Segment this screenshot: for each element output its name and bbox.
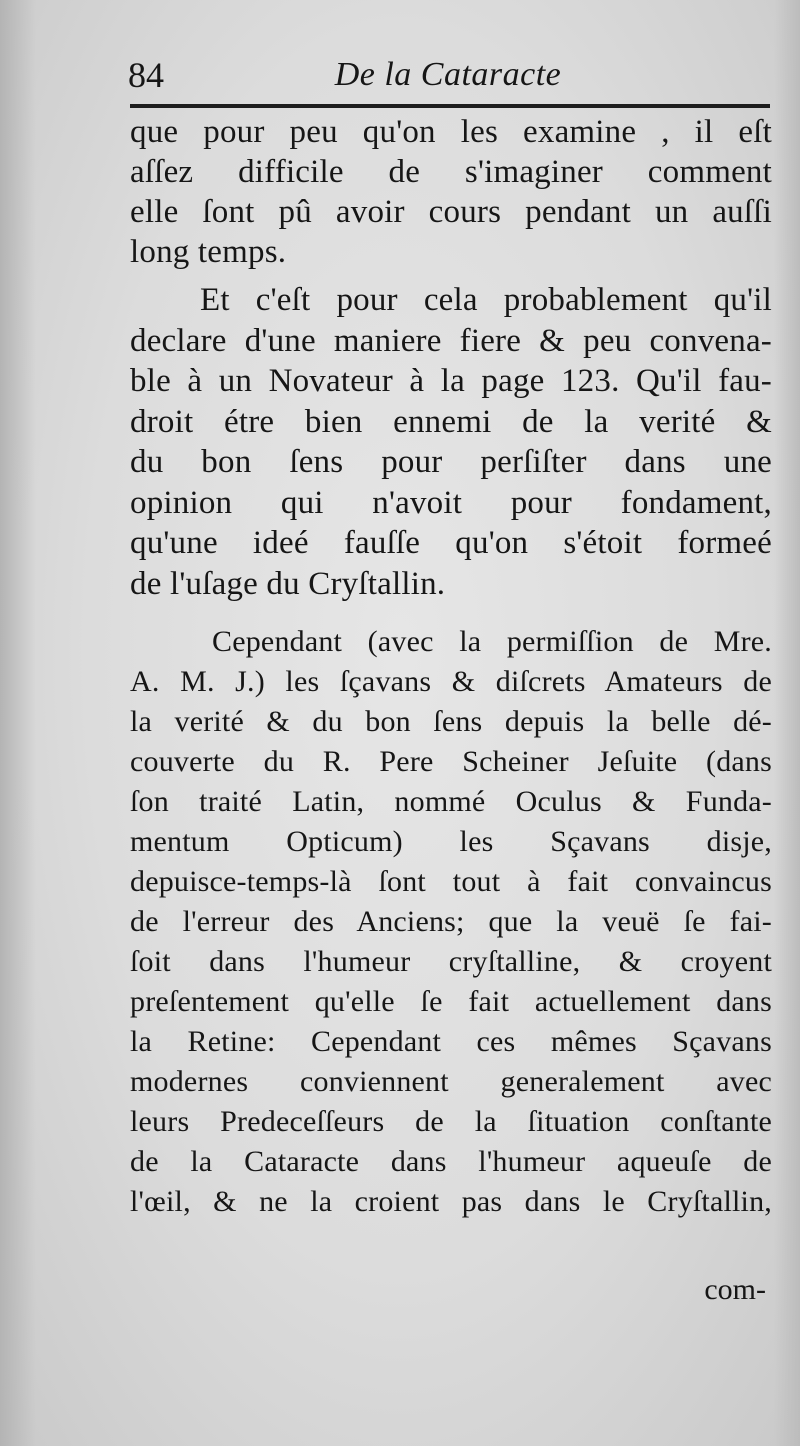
text-line: la Retine: Cependant ces mêmes Sçavans [130, 1025, 772, 1058]
paragraph-3 [130, 622, 772, 1222]
paragraph-1 [130, 112, 772, 272]
text-line: de la Cataracte dans l'humeur aqueuſe de [130, 1145, 772, 1178]
text-line: leurs Predeceſſeurs de la ſituation conſtante [130, 1105, 772, 1138]
text-line: aſſez difficile de s'imaginer comment [130, 154, 772, 190]
paragraph-2 [130, 280, 772, 604]
text-line: la verité & du bon ſens depuis la belle dé- [130, 705, 772, 738]
text-line: depuisce-temps-là ſont tout à fait convaincus [130, 865, 772, 898]
text-line: couverte du R. Pere Scheiner Jeſuite (dans [130, 745, 772, 778]
text-line: elle ſont pû avoir cours pendant un auſſi [130, 194, 772, 230]
body-text [130, 112, 772, 1222]
text-line: declare d'une maniere fiere & peu convena- [130, 322, 772, 359]
text-line: de l'uſage du Cryſtallin. [130, 565, 446, 602]
text-line: Et c'eſt pour cela probablement qu'il [200, 282, 772, 318]
text-line: du bon ſens pour perſiſter dans une [130, 444, 772, 480]
catchword: com- [704, 1273, 766, 1306]
text-line: preſentement qu'elle ſe fait actuellement dans [130, 985, 772, 1018]
page-number: 84 [128, 55, 164, 95]
text-line: mentum Opticum) les Sçavans disje, [130, 825, 772, 858]
text-line: modernes conviennent generalement avec [130, 1065, 772, 1098]
text-line: Cependant (avec la permiſſion de Mre. [212, 625, 772, 658]
text-line: ſoit dans l'humeur cryſtalline, & croyent [130, 945, 772, 978]
text-line: droit étre bien ennemi de la verité & [130, 403, 772, 440]
text-line: ſon traité Latin, nommé Oculus & Funda- [130, 785, 772, 818]
text-line: que pour peu qu'on les examine , il eſt [130, 114, 772, 150]
text-line: l'œil, & ne la croient pas dans le Cryſtallin, [130, 1185, 772, 1218]
text-line: opinion qui n'avoit pour fondament, [130, 484, 772, 521]
text-line: A. M. J.) les ſçavans & diſcrets Amateurs de [130, 665, 772, 698]
running-title: De la Cataracte [334, 56, 562, 93]
text-line: qu'une ideé fauſſe qu'on s'étoit formeé [130, 525, 772, 561]
header-rule [130, 104, 770, 108]
text-line: long temps. [130, 234, 287, 270]
text-line: de l'erreur des Anciens; que la veuë ſe fai- [130, 905, 772, 938]
page-header [128, 50, 768, 106]
text-line: ble à un Novateur à la page 123. Qu'il fau- [130, 363, 772, 399]
